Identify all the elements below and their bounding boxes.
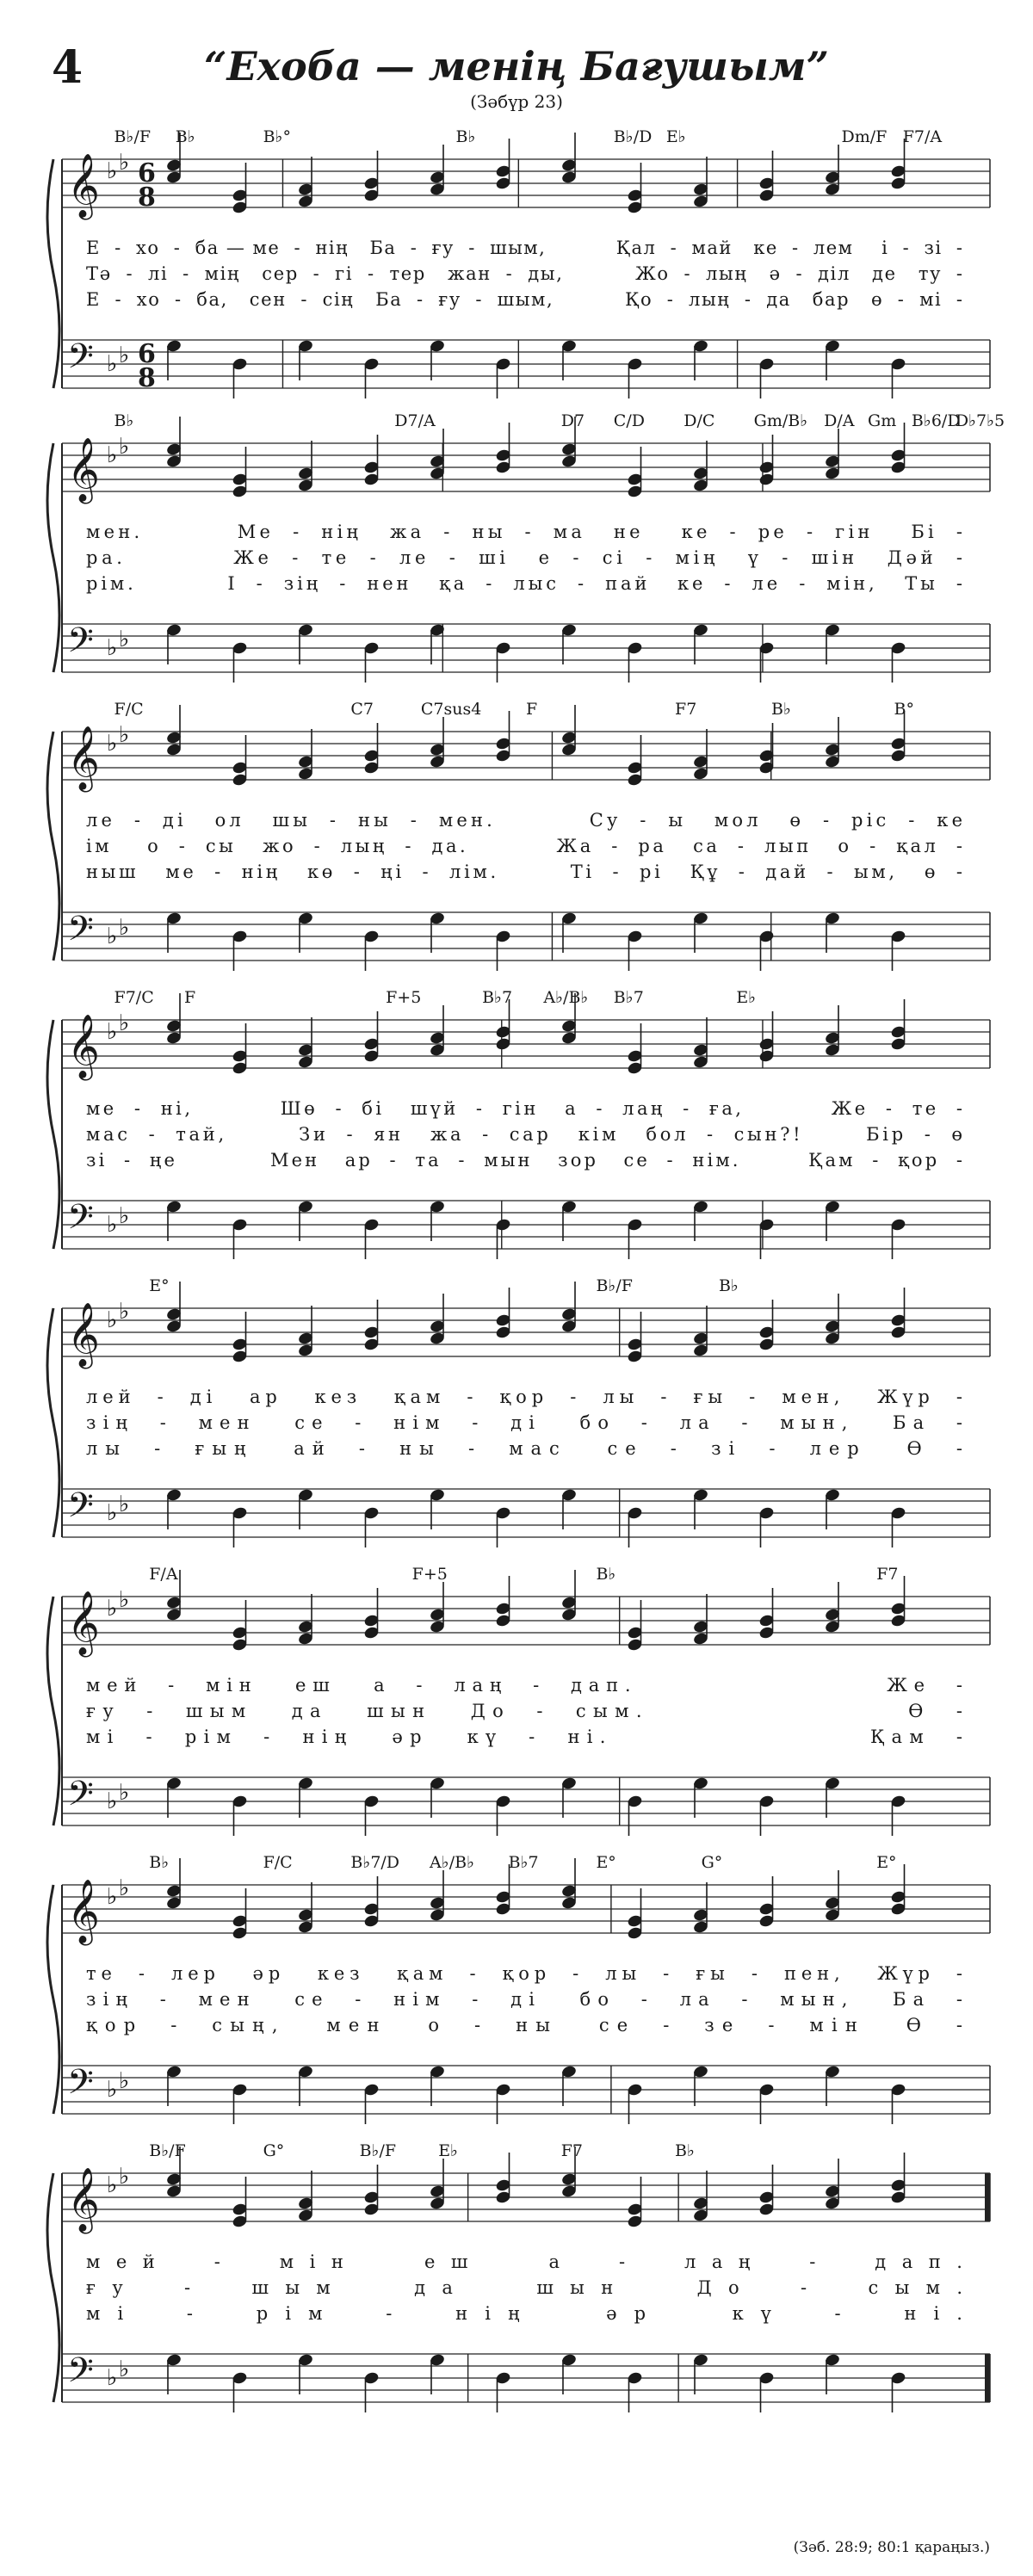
bass-clef-icon: 𝄢 xyxy=(67,1774,94,1822)
chord-symbol: D/C xyxy=(684,411,715,430)
system-bracket xyxy=(47,443,59,672)
flat-icon: ♭ xyxy=(107,1307,118,1333)
chord-symbol: D/A xyxy=(824,411,855,430)
chord-symbol: D♭7♭5 xyxy=(955,411,1005,430)
system-bracket xyxy=(47,1885,59,2114)
chord-symbol: E° xyxy=(149,1276,170,1295)
lyric-line: мі - рім - нің әр кү - ні. xyxy=(86,2303,962,2324)
lyric-line: мей - мін еш а - лаң - дап. xyxy=(86,2252,962,2272)
final-barline xyxy=(985,2173,990,2221)
flat-icon: ♭ xyxy=(107,351,118,377)
flat-icon: ♭ xyxy=(107,924,118,949)
flat-icon: ♭ xyxy=(119,915,130,941)
chord-symbol: B♭7 xyxy=(482,988,513,1007)
chord-symbol: B♭° xyxy=(263,127,292,146)
chord-symbol: B♭6/D xyxy=(911,411,961,430)
chord-symbol: Dm/F xyxy=(841,127,888,146)
chord-symbol: F/A xyxy=(149,1565,178,1584)
flat-icon: ♭ xyxy=(119,1875,130,1901)
chord-symbol: E° xyxy=(876,1853,897,1872)
flat-icon: ♭ xyxy=(107,1212,118,1238)
chord-symbol: C7sus4 xyxy=(420,700,482,719)
lyric-line: ме - ні, Шө - бі шүй - гін а - лаң - ға, Же - те - xyxy=(86,1098,962,1119)
lyric-line: ныш ме - нің кө - ңі - лім. Ті - рі Құ - дай - ым, ө - xyxy=(86,862,962,882)
system-bracket xyxy=(47,159,59,388)
system-bracket xyxy=(47,2173,59,2402)
bass-clef-icon: 𝄢 xyxy=(67,2062,94,2110)
flat-icon: ♭ xyxy=(107,442,118,468)
lyric-line: Тә - лі - мің сер - гі - тер жан - ды, Жо - лың ә - діл де ту - xyxy=(86,263,962,284)
chord-symbol: E° xyxy=(596,1853,616,1872)
chord-symbol: F+5 xyxy=(411,1565,448,1584)
bass-clef-icon: 𝄢 xyxy=(67,1197,94,1245)
chord-symbol: B♭7/D xyxy=(350,1853,400,1872)
time-signature-top: 6 xyxy=(138,158,156,188)
chord-symbol: C/D xyxy=(613,411,645,430)
footnote: (Зәб. 28:9; 80:1 қараңыз.) xyxy=(793,2539,990,2556)
chord-symbol: B♭ xyxy=(718,1276,739,1295)
lyric-line: лей - ді ар кез қам - қор - лы - ғы - мен, Жүр - xyxy=(86,1387,963,1407)
treble-clef-icon: 𝄞 xyxy=(67,438,100,502)
chord-symbol: F7/A xyxy=(902,127,943,146)
chord-symbol: B♭ xyxy=(149,1853,170,1872)
lyric-line: зі - ңе Мен ар - та - мын зор се - нім. Қам - қор - xyxy=(86,1150,962,1171)
lyric-line: қор - сың, мен о - ны се - зе - мін Ө - xyxy=(86,2015,963,2035)
bass-clef-icon: 𝄢 xyxy=(67,2351,94,2399)
chord-symbol: F7 xyxy=(675,700,697,719)
bass-clef-icon: 𝄢 xyxy=(67,909,94,957)
chord-symbol: B♭/F xyxy=(114,127,152,146)
flat-icon: ♭ xyxy=(119,1587,130,1613)
chord-symbol: D7/A xyxy=(394,411,436,430)
flat-icon: ♭ xyxy=(119,1492,130,1517)
flat-icon: ♭ xyxy=(119,1203,130,1229)
treble-clef-icon: 𝄞 xyxy=(67,154,100,218)
treble-clef-icon: 𝄞 xyxy=(67,2168,100,2232)
chord-symbol: B♭ xyxy=(175,127,195,146)
song-title: “Ехоба — менің Бағушым” xyxy=(204,43,829,90)
chord-symbol: B♭ xyxy=(114,411,134,430)
chord-symbol: B♭/F xyxy=(149,2141,186,2160)
chord-symbol: G° xyxy=(263,2141,285,2160)
lyric-line: ғу - шым да шын До - сым. xyxy=(86,2277,963,2298)
chord-symbol: F7 xyxy=(876,1565,899,1584)
time-signature-bottom: 8 xyxy=(138,182,156,213)
flat-icon: ♭ xyxy=(119,434,130,460)
flat-icon: ♭ xyxy=(119,1010,130,1036)
lyric-line: те - лер әр кез қам - қор - лы - ғы - пен, Жүр - xyxy=(86,1963,963,1984)
chord-symbol: B♭ xyxy=(455,127,476,146)
chord-symbol: B♭7 xyxy=(508,1853,539,1872)
treble-clef-icon: 𝄞 xyxy=(67,1880,100,1943)
lyric-line: ле - ді ол шы - ны - мен. Су - ы мол ө - ріс - ке xyxy=(86,810,962,831)
flat-icon: ♭ xyxy=(107,1788,118,1814)
lyric-line: Е - хо - ба, сен - сің Ба - ғу - шым, Қо - лың - да бар ө - мі - xyxy=(86,289,962,310)
time-signature-top: 6 xyxy=(138,339,156,369)
flat-icon: ♭ xyxy=(107,635,118,661)
flat-icon: ♭ xyxy=(119,2164,130,2190)
chord-symbol: B♭/F xyxy=(596,1276,633,1295)
bass-clef-icon: 𝄢 xyxy=(67,337,94,385)
chord-symbol: F xyxy=(183,988,196,1007)
chord-symbol: B♭/F xyxy=(359,2141,397,2160)
chord-symbol: Gm xyxy=(868,411,897,430)
system-bracket xyxy=(47,1597,59,1825)
lyric-line: зің - мен се - нім - ді бо - ла - мын, Ба - xyxy=(86,1412,962,1433)
flat-icon: ♭ xyxy=(107,731,118,757)
chord-symbol: B♭ xyxy=(675,2141,695,2160)
treble-clef-icon: 𝄞 xyxy=(67,1015,100,1078)
final-barline xyxy=(985,2354,990,2402)
flat-icon: ♭ xyxy=(107,1500,118,1526)
lyric-line: ғу - шым да шын До - сым. Ө - xyxy=(86,1701,962,1721)
chord-symbol: F+5 xyxy=(386,988,422,1007)
chord-symbol: F/C xyxy=(114,700,144,719)
chord-symbol: B° xyxy=(894,700,915,719)
system-bracket xyxy=(47,1308,59,1537)
song-number: 4 xyxy=(52,41,84,94)
flat-icon: ♭ xyxy=(119,1299,130,1325)
chord-symbol: D7 xyxy=(560,411,585,430)
chord-symbol: F/C xyxy=(263,1853,293,1872)
flat-icon: ♭ xyxy=(107,2365,118,2391)
lyric-line: лы - ғың ай - ны - мас се - зі - лер Ө - xyxy=(86,1438,963,1459)
flat-icon: ♭ xyxy=(119,1780,130,1806)
treble-clef-icon: 𝄞 xyxy=(67,1591,100,1655)
chord-symbol: B♭ xyxy=(771,700,791,719)
chord-symbol: F xyxy=(526,700,538,719)
lyric-line: ра. Же - те - ле - ші е - сі - мің ү - шін Дәй - xyxy=(86,547,962,568)
flat-icon: ♭ xyxy=(107,158,118,184)
flat-icon: ♭ xyxy=(119,150,130,176)
lyric-line: зің - мен се - нім - ді бо - ла - мын, Ба - xyxy=(86,1989,962,2010)
flat-icon: ♭ xyxy=(107,1019,118,1045)
lyric-line: мей - мін еш а - лаң - дап. Же - xyxy=(86,1675,962,1696)
chord-symbol: E♭ xyxy=(438,2141,459,2160)
flat-icon: ♭ xyxy=(107,1596,118,1622)
flat-icon: ♭ xyxy=(119,722,130,748)
system-bracket xyxy=(47,732,59,961)
lyric-line: рім. І - зің - нен қа - лыс - пай ке - ле - мін, Ты - xyxy=(86,573,962,594)
chord-symbol: A♭/B♭ xyxy=(543,988,589,1007)
chord-symbol: B♭ xyxy=(596,1565,616,1584)
system-bracket xyxy=(47,1020,59,1249)
flat-icon: ♭ xyxy=(119,2068,130,2094)
chord-symbol: B♭/D xyxy=(613,127,653,146)
chord-symbol: F7/C xyxy=(114,988,154,1007)
scripture-reference: (Зәбүр 23) xyxy=(470,91,563,112)
lyric-line: ім о - сы жо - лың - да. Жа - ра са - лып о - қал - xyxy=(86,836,963,856)
bass-clef-icon: 𝄢 xyxy=(67,1486,94,1534)
flat-icon: ♭ xyxy=(107,2077,118,2103)
lyric-line: мен. Ме - нің жа - ны - ма не ке - ре - гін Бі - xyxy=(86,522,962,542)
lyric-line: мас - тай, Зи - ян жа - сар кім бол - сын?! Бір - ө xyxy=(86,1124,963,1145)
flat-icon: ♭ xyxy=(119,2357,130,2382)
lyric-line: Е - хо - ба — ме - нің Ба - ғу - шым, Қал - май ке - лем і - зі - xyxy=(86,238,963,258)
flat-icon: ♭ xyxy=(107,2172,118,2198)
time-signature-bottom: 8 xyxy=(138,363,156,393)
flat-icon: ♭ xyxy=(119,343,130,368)
chord-symbol: F7 xyxy=(560,2141,584,2160)
chord-symbol: B♭7 xyxy=(613,988,644,1007)
chord-symbol: A♭/B♭ xyxy=(430,1853,475,1872)
treble-clef-icon: 𝄞 xyxy=(67,1303,100,1367)
flat-icon: ♭ xyxy=(107,1884,118,1910)
treble-clef-icon: 𝄞 xyxy=(67,726,100,790)
bass-clef-icon: 𝄢 xyxy=(67,621,94,669)
flat-icon: ♭ xyxy=(119,627,130,652)
chord-symbol: C7 xyxy=(350,700,374,719)
chord-symbol: Gm/B♭ xyxy=(753,411,808,430)
chord-symbol: E♭ xyxy=(736,988,757,1007)
chord-symbol: G° xyxy=(701,1853,723,1872)
chord-symbol: E♭ xyxy=(665,127,686,146)
lyric-line: мі - рім - нің әр кү - ні. Қам - xyxy=(86,1727,963,1747)
